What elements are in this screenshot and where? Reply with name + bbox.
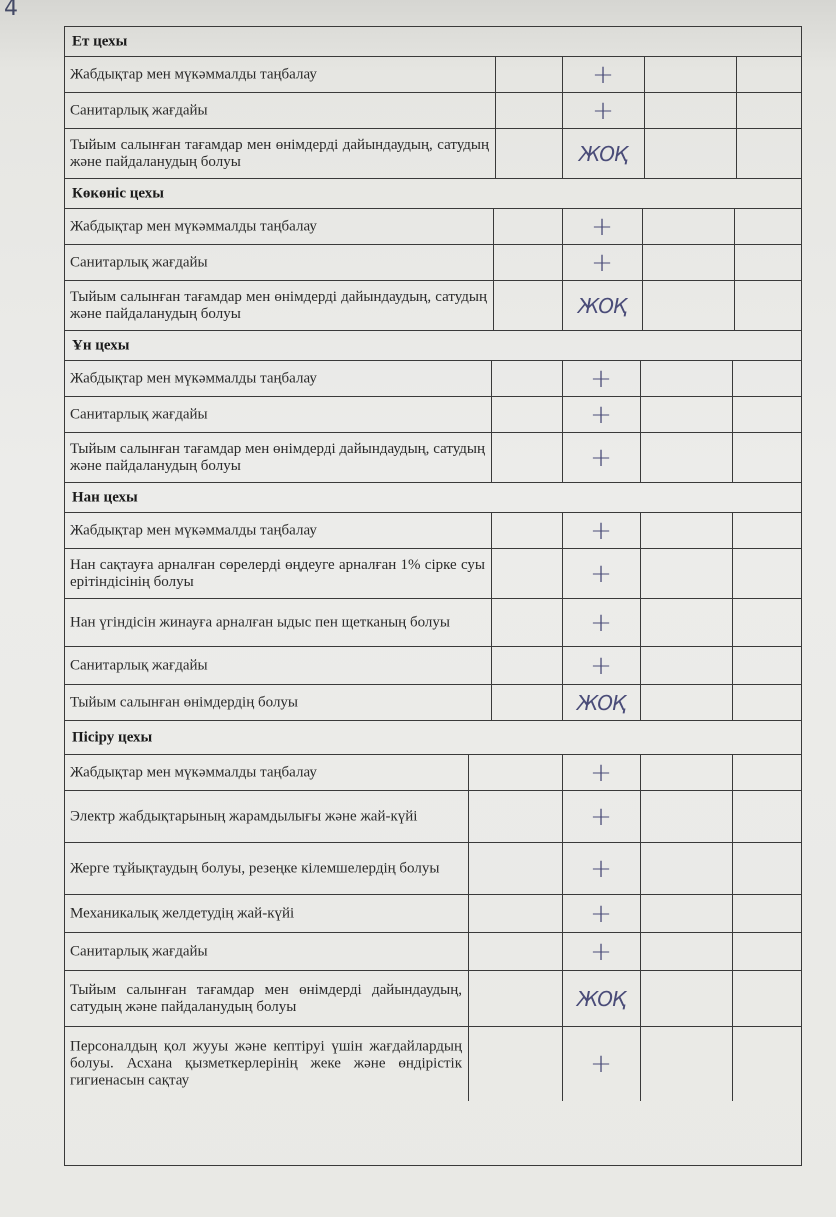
handwritten-mark: +: [590, 608, 612, 638]
handwritten-mark: +: [590, 899, 612, 929]
criterion-label: Нан сақтауға арналған сөрелерді өңдеуге арналған 1% сірке суы ерітіндісінің болуы: [70, 557, 485, 590]
handwritten-mark: +: [590, 854, 612, 884]
table-row: [64, 598, 802, 647]
criterion-label: Персоналдың қол жууы және кептіруі үшін жағдайлардың болуы. Асхана қызметкерлерінің жеке және өндірістік гигиенасын сақтау: [70, 1038, 462, 1089]
table-row: [64, 842, 802, 895]
column-divider: [562, 599, 563, 647]
column-divider: [562, 361, 563, 397]
column-divider: [562, 93, 563, 129]
column-divider: [640, 755, 641, 791]
handwritten-mark: +: [590, 559, 612, 589]
section-title: Пісіру цехы: [72, 729, 153, 746]
column-divider: [562, 895, 563, 933]
column-divider: [732, 599, 733, 647]
table-row: [64, 92, 802, 129]
column-divider: [734, 281, 735, 331]
table-row: [64, 208, 802, 245]
column-divider: [562, 245, 563, 281]
column-divider: [495, 93, 496, 129]
column-divider: [491, 433, 492, 483]
column-divider: [640, 791, 641, 843]
column-divider: [640, 513, 641, 549]
column-divider: [562, 129, 563, 179]
column-divider: [732, 1027, 733, 1101]
table-row: [64, 684, 802, 721]
column-divider: [493, 281, 494, 331]
column-divider: [640, 549, 641, 599]
criterion-label: Механикалық желдетудің жай-күйі: [70, 905, 295, 922]
table-row: [64, 932, 802, 971]
criterion-label: Электр жабдықтарының жарамдылығы және жай-күйі: [70, 808, 418, 825]
column-divider: [736, 93, 737, 129]
column-divider: [562, 209, 563, 245]
handwritten-mark: +: [590, 364, 612, 394]
column-divider: [732, 397, 733, 433]
column-divider: [562, 57, 563, 93]
criterion-label: Жабдықтар мен мүкәммалды таңбалау: [70, 66, 317, 83]
criterion-label: Жабдықтар мен мүкәммалды таңбалау: [70, 522, 317, 539]
handwritten-mark: +: [590, 758, 612, 788]
column-divider: [468, 755, 469, 791]
criterion-label: Тыйым салынған тағамдар мен өнімдерді дайындаудың, сатудың және пайдаланудың болуы: [70, 982, 462, 1015]
column-divider: [562, 549, 563, 599]
column-divider: [640, 685, 641, 721]
column-divider: [468, 895, 469, 933]
column-divider: [640, 647, 641, 685]
criterion-label: Санитарлық жағдайы: [70, 102, 208, 119]
column-divider: [468, 971, 469, 1027]
handwritten-mark: +: [590, 400, 612, 430]
criterion-label: Нан үгіндісін жинауға арналған ыдыс пен щетканың болуы: [70, 614, 450, 631]
column-divider: [491, 397, 492, 433]
handwritten-mark: +: [590, 516, 612, 546]
handwritten-mark: +: [590, 651, 612, 681]
criterion-label: Тыйым салынған өнімдердің болуы: [70, 694, 299, 711]
column-divider: [562, 933, 563, 971]
column-divider: [562, 685, 563, 721]
table-row: [64, 396, 802, 433]
column-divider: [732, 971, 733, 1027]
column-divider: [640, 1027, 641, 1101]
criterion-label: Жерге тұйықтаудың болуы, резеңке кілемшелердің болуы: [70, 860, 440, 877]
column-divider: [495, 129, 496, 179]
page-number: 4: [4, 0, 18, 21]
column-divider: [640, 895, 641, 933]
handwritten-mark: ЖОҚ: [578, 142, 628, 166]
column-divider: [732, 791, 733, 843]
column-divider: [736, 129, 737, 179]
section-header: [64, 482, 802, 513]
column-divider: [644, 93, 645, 129]
criterion-label: Жабдықтар мен мүкәммалды таңбалау: [70, 764, 317, 781]
handwritten-mark: ЖОҚ: [577, 294, 627, 318]
handwritten-mark: +: [590, 937, 612, 967]
column-divider: [562, 433, 563, 483]
column-divider: [562, 1027, 563, 1101]
section-header: [64, 720, 802, 755]
column-divider: [468, 933, 469, 971]
column-divider: [644, 129, 645, 179]
column-divider: [495, 57, 496, 93]
column-divider: [468, 1027, 469, 1101]
table-row: [64, 754, 802, 791]
column-divider: [640, 971, 641, 1027]
table-row: [64, 970, 802, 1027]
handwritten-mark: +: [590, 802, 612, 832]
column-divider: [562, 843, 563, 895]
column-divider: [491, 599, 492, 647]
criterion-label: Тыйым салынған тағамдар мен өнімдерді дайындаудың, сатудың және пайдаланудың болуы: [70, 137, 489, 170]
inspection-table: [64, 26, 802, 1166]
column-divider: [732, 895, 733, 933]
table-row: [64, 56, 802, 93]
column-divider: [732, 843, 733, 895]
column-divider: [562, 397, 563, 433]
column-divider: [644, 57, 645, 93]
column-divider: [491, 549, 492, 599]
column-divider: [640, 599, 641, 647]
handwritten-mark: +: [592, 60, 614, 90]
table-row: [64, 280, 802, 331]
column-divider: [640, 843, 641, 895]
criterion-label: Санитарлық жағдайы: [70, 254, 208, 271]
column-divider: [732, 933, 733, 971]
column-divider: [493, 245, 494, 281]
table-row: [64, 244, 802, 281]
column-divider: [732, 513, 733, 549]
table-row: [64, 646, 802, 685]
column-divider: [734, 245, 735, 281]
column-divider: [562, 513, 563, 549]
handwritten-mark: +: [590, 1049, 612, 1079]
column-divider: [734, 209, 735, 245]
column-divider: [562, 647, 563, 685]
column-divider: [732, 755, 733, 791]
table-row: [64, 128, 802, 179]
criterion-label: Санитарлық жағдайы: [70, 943, 208, 960]
handwritten-mark: ЖОҚ: [576, 987, 626, 1011]
section-title: Көкөніс цехы: [72, 185, 164, 202]
column-divider: [562, 281, 563, 331]
column-divider: [491, 361, 492, 397]
section-title: Ет цехы: [72, 33, 128, 50]
handwritten-mark: +: [591, 248, 613, 278]
section-header: [64, 178, 802, 209]
criterion-label: Жабдықтар мен мүкәммалды таңбалау: [70, 370, 317, 387]
table-row: [64, 1026, 802, 1101]
criterion-label: Тыйым салынған тағамдар мен өнімдерді дайындаудың, сатудың және пайдаланудың болуы: [70, 289, 487, 322]
section-title: Ұн цехы: [72, 337, 130, 354]
column-divider: [642, 245, 643, 281]
column-divider: [640, 397, 641, 433]
criterion-label: Санитарлық жағдайы: [70, 657, 208, 674]
column-divider: [562, 755, 563, 791]
column-divider: [491, 647, 492, 685]
table-row: [64, 894, 802, 933]
column-divider: [732, 433, 733, 483]
table-row: [64, 790, 802, 843]
column-divider: [468, 843, 469, 895]
criterion-label: Тыйым салынған тағамдар мен өнімдерді дайындаудың, сатудың және пайдаланудың болуы: [70, 441, 485, 474]
handwritten-mark: +: [590, 443, 612, 473]
column-divider: [491, 513, 492, 549]
table-row: [64, 548, 802, 599]
column-divider: [562, 971, 563, 1027]
column-divider: [640, 361, 641, 397]
handwritten-mark: ЖОҚ: [576, 691, 626, 715]
column-divider: [642, 281, 643, 331]
column-divider: [736, 57, 737, 93]
column-divider: [491, 685, 492, 721]
column-divider: [642, 209, 643, 245]
criterion-label: Санитарлық жағдайы: [70, 406, 208, 423]
table-row: [64, 432, 802, 483]
column-divider: [562, 791, 563, 843]
section-header: [64, 330, 802, 361]
column-divider: [732, 685, 733, 721]
criterion-label: Жабдықтар мен мүкәммалды таңбалау: [70, 218, 317, 235]
handwritten-mark: +: [591, 212, 613, 242]
column-divider: [640, 433, 641, 483]
column-divider: [732, 361, 733, 397]
column-divider: [732, 647, 733, 685]
section-title: Нан цехы: [72, 489, 138, 506]
column-divider: [468, 791, 469, 843]
section-header: [64, 26, 802, 57]
column-divider: [732, 549, 733, 599]
table-row: [64, 512, 802, 549]
handwritten-mark: +: [592, 96, 614, 126]
column-divider: [493, 209, 494, 245]
table-row: [64, 360, 802, 397]
column-divider: [640, 933, 641, 971]
